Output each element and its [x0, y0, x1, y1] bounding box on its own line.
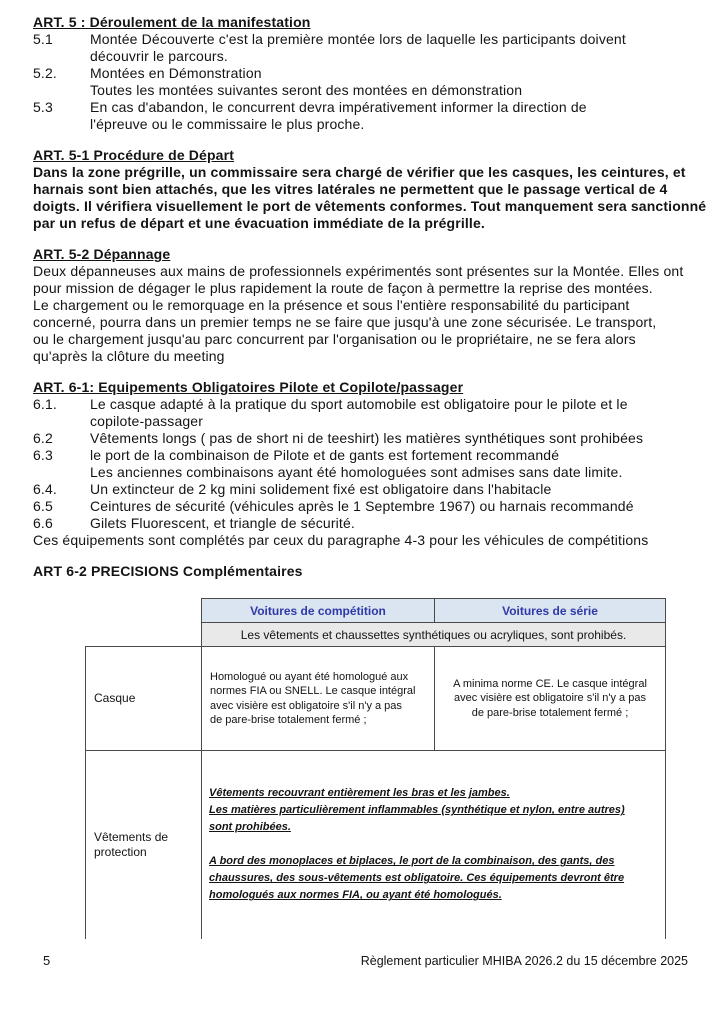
- list-item-text: Ceintures de sécurité (véhicules après le 1 Septembre 1967) ou harnais recommandé: [90, 498, 634, 514]
- list-item: [33, 396, 690, 413]
- cell-text: [202, 670, 434, 728]
- spacer: [33, 133, 690, 147]
- casque-serie-cell: [435, 647, 666, 751]
- footer-document-reference: Règlement particulier MHIBA 2026.2 du 15 décembre 2025: [360, 954, 688, 968]
- list-item: [33, 82, 690, 99]
- art5-list: [33, 31, 690, 133]
- precisions-table: [85, 598, 666, 939]
- list-item: [33, 515, 690, 532]
- page-number: 5: [43, 953, 51, 968]
- paragraph-line: doigts. Il vérifiera visuellement le port de vêtements conformes. Tout manquement sera sanctionné: [33, 198, 707, 214]
- protection-merged-cell: [202, 751, 666, 939]
- art6-1-closing-line: Ces équipements sont complétés par ceux du paragraphe 4-3 pour les véhicules de compétitions: [33, 532, 649, 548]
- paragraph-line: Dans la zone prégrille, un commissaire sera chargé de vérifier que les casques, les ceintures, et: [33, 164, 686, 180]
- casque-competition-cell: [202, 647, 435, 751]
- list-item-text: Montées en Démonstration: [90, 65, 262, 81]
- table-row-protection: [86, 751, 666, 939]
- list-item-text: Toutes les montées suivantes seront des montées en démonstration: [90, 82, 523, 98]
- list-item: [33, 413, 690, 430]
- paragraph-line: par un refus de départ et une évacuation immédiate de la prégrille.: [33, 215, 485, 231]
- table-empty-cell: [86, 599, 202, 623]
- spacer: [33, 549, 690, 563]
- list-item-text: découvrir le parcours.: [90, 48, 228, 64]
- protection-text-line: Vêtements recouvrant entièrement les bras et les jambes.: [209, 787, 510, 800]
- list-item: [33, 498, 690, 515]
- spacer: [33, 365, 690, 379]
- protection-text-line: sont prohibées.: [209, 821, 291, 834]
- row-label-protection: Vêtements de protection: [86, 751, 202, 939]
- list-item-number: [33, 116, 90, 133]
- column-header-competition: Voitures de compétition: [202, 599, 435, 623]
- list-item-number: [33, 82, 90, 99]
- list-item: [33, 481, 690, 498]
- list-item-text: Vêtements longs ( pas de short ni de teeshirt) les matières synthétiques sont prohibées: [90, 430, 644, 446]
- cell-text-line: avec visière est obligatoire s'il n'y a pas: [210, 699, 402, 712]
- list-item-text: Montée Découverte c'est la première montée lors de laquelle les participants doivent: [90, 31, 626, 47]
- list-item-text: En cas d'abandon, le concurrent devra impérativement informer la direction de: [90, 99, 587, 115]
- spacer: [33, 232, 690, 246]
- list-item-text: copilote-passager: [90, 413, 204, 429]
- list-item-number: 6.1.: [33, 396, 57, 412]
- section-title-art6-2: ART 6-2 PRECISIONS Complémentaires: [33, 563, 303, 579]
- list-item-text: le port de la combinaison de Pilote et de gants est fortement recommandé: [90, 447, 560, 463]
- cell-text-line: A minima norme CE. Le casque intégral: [453, 677, 647, 690]
- paragraph-line: ou le chargement jusqu'au parc concurrent par l'organisation ou le propriétaire, ne se fera alors: [33, 331, 636, 347]
- cell-text-line: normes FIA ou SNELL. Le casque intégral: [210, 685, 416, 697]
- list-item: [33, 447, 690, 464]
- cell-text-line: de pare-brise totalement fermé ;: [471, 706, 629, 719]
- list-item-number: 6.5: [33, 498, 53, 514]
- table-row-casque: [86, 647, 666, 751]
- section-title-art5-1: ART. 5-1 Procédure de Départ: [33, 147, 235, 163]
- art5-2-paragraph: [33, 263, 690, 365]
- section-title-art5-2: ART. 5-2 Dépannage: [33, 246, 171, 262]
- paragraph-line: Le chargement ou le remorquage en la présence et sous l'entière responsabilité du participant: [33, 297, 630, 313]
- list-item-text: Un extincteur de 2 kg mini solidement fixé est obligatoire dans l'habitacle: [90, 481, 552, 497]
- list-item-text: l'épreuve ou le commissaire le plus proche.: [90, 116, 365, 132]
- paragraph-line: Deux dépanneuses aux mains de professionnels expérimentés sont présentes sur la Montée. Elles ont: [33, 263, 684, 279]
- protection-text-line: homologués aux normes FIA, ou ayant été homologués.: [209, 889, 502, 902]
- cell-text: [435, 677, 665, 721]
- list-item: [33, 31, 690, 48]
- column-header-serie: Voitures de série: [435, 599, 666, 623]
- section-title-art5: ART. 5 : Déroulement de la manifestation: [33, 14, 311, 30]
- spacer: [209, 836, 665, 853]
- section-title-art6-1: ART. 6-1: Equipements Obligatoires Pilote et Copilote/passager: [33, 379, 464, 395]
- list-item-number: [33, 413, 90, 430]
- list-item: [33, 116, 690, 133]
- paragraph-line: harnais sont bien attachés, que les vitres latérales ne permettent que le passage vertical de 4: [33, 181, 668, 197]
- paragraph-line: qu'après la clôture du meeting: [33, 348, 225, 364]
- protection-text-line: A bord des monoplaces et biplaces, le port de la combinaison, des gants, des: [209, 855, 615, 868]
- list-item-number: 6.4.: [33, 481, 57, 497]
- row-label-casque: Casque: [86, 647, 202, 751]
- list-item-text: Les anciennes combinaisons ayant été homologuées sont admises sans date limite.: [90, 464, 623, 480]
- list-item-number: [33, 48, 90, 65]
- list-item-number: 5.3: [33, 99, 53, 115]
- list-item-text: Gilets Fluorescent, et triangle de sécurité.: [90, 515, 355, 531]
- list-item: [33, 464, 690, 481]
- list-item-number: [33, 464, 90, 481]
- protection-text-line: Les matières particulièrement inflammables (synthétique et nylon, entre autres): [209, 804, 625, 817]
- cell-text-line: avec visière est obligatoire s'il n'y a pas: [454, 692, 646, 705]
- cell-text-line: Homologué ou ayant été homologué aux: [210, 670, 409, 683]
- paragraph-line: concerné, pourra dans un premier temps ne se faire que jusqu'à une zone sécurisée. Le transport,: [33, 314, 657, 330]
- page-footer: [43, 953, 688, 968]
- list-item: [33, 99, 690, 116]
- art5-1-paragraph: [33, 164, 707, 232]
- paragraph-line: pour mission de dégager le plus rapidement la route de façon à permettre la reprise des montées.: [33, 280, 653, 296]
- table-empty-cell: [86, 623, 202, 647]
- list-item: [33, 48, 690, 65]
- list-item-number: 6.6: [33, 515, 53, 531]
- list-item: [33, 65, 690, 82]
- list-item: [33, 430, 690, 447]
- cell-text-line: de pare-brise totalement fermé ;: [210, 714, 367, 726]
- protection-text-line: chaussures, des sous-vêtements est obligatoire. Ces équipements devront être: [209, 872, 625, 885]
- list-item-number: 6.2: [33, 430, 53, 446]
- art6-1-list: [33, 396, 690, 532]
- list-item-number: 5.2.: [33, 65, 57, 81]
- list-item-number: 5.1: [33, 31, 53, 47]
- list-item-number: 6.3: [33, 447, 53, 463]
- table-header-row: [86, 599, 666, 623]
- table-subheader-row: [86, 623, 666, 647]
- list-item-text: Le casque adapté à la pratique du sport automobile est obligatoire pour le pilote et le: [90, 396, 628, 412]
- table-subheader-cell: Les vêtements et chaussettes synthétiques ou acryliques, sont prohibés.: [202, 623, 666, 647]
